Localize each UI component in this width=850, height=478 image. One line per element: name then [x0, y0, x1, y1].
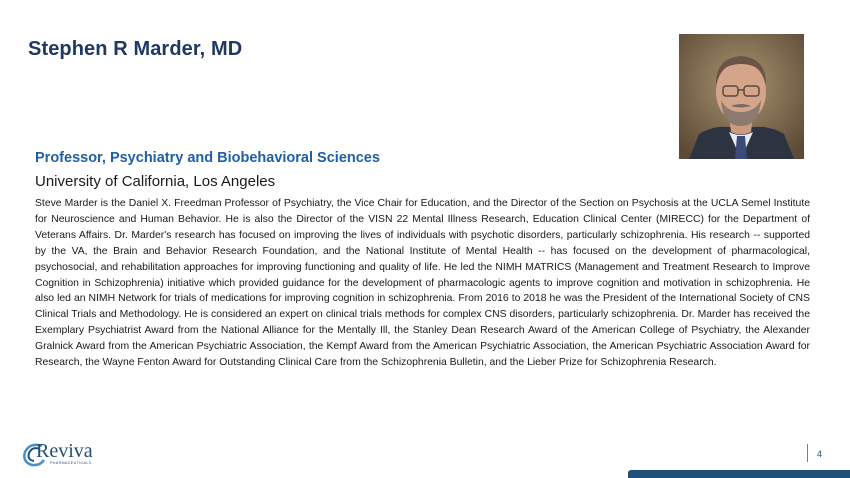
portrait-image: [679, 34, 804, 159]
logo-text: Reviva: [36, 440, 93, 462]
portrait-photo: [679, 34, 804, 159]
slide-title: Stephen R Marder, MD: [28, 38, 243, 60]
university-name: University of California, Los Angeles: [35, 173, 276, 190]
footer-accent-bar: [628, 470, 850, 478]
logo-subtext: PHARMACEUTICALS: [50, 461, 92, 465]
biography-text: Steve Marder is the Daniel X. Freedman Professor of Psychiatry, the Vice Chair for Education, and the Director of the Section on Psychosis at the UCLA Semel Institute for Neuroscience and Human Behavior. He is also the Director of the VISN 22 Mental Illness Research, Education Clinical Center (MIRECC) for the Department of Veterans Affairs. Dr. Marder's research has focused on improving the lives of individuals with psychotic disorders, particularly schizophrenia. His research -- supported by the VA, the Brain and Behavior Research Foundation, and the National Institute of Mental Health -- has focused on the development of pharmacological, psychosocial, and rehabilitation approaches for improving functioning and quality of life. He led the NIMH MATRICS (Management and Treatment Research to Improve Cognition in Schizophrenia) initiative which provided guidance for the development of pharmacologic agents to improve cognition and motivation in schizophrenia. He also led an NIMH Network for trials of medications for improving cognition in schizophrenia. From 2016 to 2018 he was the President of the International Society of CNS Clinical Trials and Methodology. He is considered an expert on clinical trials methods for complex CNS disorders, particularly schizophrenia. Dr. Marder has received the Exemplary Psychiatrist Award from the National Alliance for the Mentally Ill, the Stanley Dean Research Award of the American College of Psychiatry, the Alexander Gralnick Award from the American Psychiatric Association, the Kempf Award from the American Psychiatric Association, the American Psychiatric Association Award for Research, the Wayne Fenton Award for Outstanding Clinical Care from the Schizophrenia Bulletin, and the Lieber Prize for Schizophrenia Research.: [35, 198, 810, 369]
reviva-logo: [20, 440, 92, 468]
professor-title: Professor, Psychiatry and Biobehavioral Sciences: [35, 150, 380, 166]
footer-divider: [807, 444, 808, 462]
page-number: 4: [817, 449, 823, 459]
